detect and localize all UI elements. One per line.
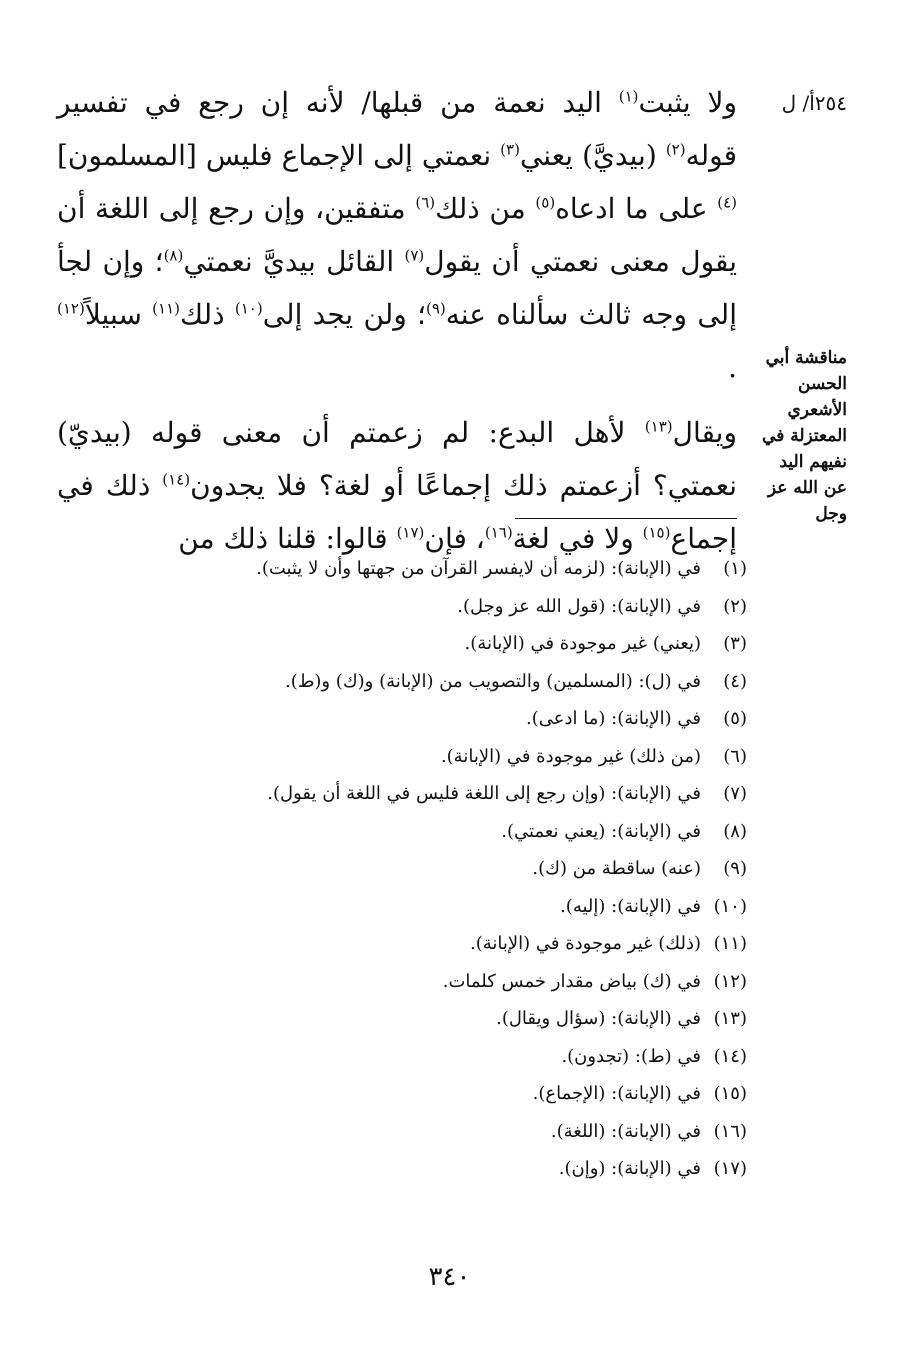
main-text-segment: سبيلاً [84,298,153,331]
footnote-number: (١٤) [713,1045,747,1067]
main-paragraph-1 [57,76,737,394]
footnote-number: (١١) [713,933,747,954]
footnote-marker: (٤) [717,193,738,212]
footnote-item [107,1150,747,1188]
footnote-text: في (الإبانة): (اللغة). [550,1120,701,1142]
main-text-body [57,76,737,577]
footnote-item [107,850,747,888]
footnote-text: في (الإبانة): (يعني نعمتي). [501,820,701,842]
footnote-item [107,775,747,813]
footnote-number: (١٦) [713,1120,747,1142]
footnote-number: (١٢) [713,970,747,992]
main-text-segment: على ما ادعاه [555,192,718,225]
footnote-text: في (الإبانة): (لزمه أن لايفسر القرآن من جهتها وأن لا يثبت). [256,558,701,579]
footnote-number: (١) [723,558,747,579]
footnote-marker: (٩) [425,299,446,318]
margin-topic-note: مناقشة أبي الحسن الأشعري المعتزلة في نفيهم اليد عن الله عز وجل [762,348,847,524]
footnote-divider [515,518,737,519]
footnote-text: في (الإبانة): (إليه). [560,895,701,917]
main-paragraph-2 [57,406,737,565]
main-text-segment: ، فإن [424,522,485,555]
main-text-segment: ولا في لغة [512,522,643,555]
main-text-segment: ؛ ولن يجد إلى [262,298,426,331]
footnote-number: (٥) [723,708,747,729]
footnote-marker: (١) [618,87,639,106]
footnote-text: (عنه) ساقطة من (ك). [532,858,701,879]
footnote-item [107,663,747,701]
footnote-number: (٦) [723,745,747,767]
footnote-text: (من ذلك) غير موجودة في (الإبانة). [440,745,701,767]
footnote-number: (٧) [723,783,747,804]
page-number: ٣٤٠ [428,1262,471,1292]
manuscript-folio-reference: ٢٥٤أ/ ل [781,91,847,115]
footnote-marker: (١١) [152,299,181,318]
footnote-text: في (الإبانة): (الإجماع). [532,1083,701,1104]
footnote-text: في (الإبانة): (سؤال ويقال). [496,1008,701,1029]
footnote-item [107,700,747,738]
footnote-item [107,1075,747,1113]
footnote-marker: (٦) [415,193,436,212]
footnote-number: (١٣) [713,1008,747,1029]
footnote-text: في (الإبانة): (قول الله عز وجل). [457,595,701,617]
footnote-number: (٣) [723,633,747,654]
footnote-item [107,588,747,626]
main-text-segment: متفقين، وإن رجع إلى اللغة أن يقول معنى نعمتي أن يقول [57,192,738,278]
footnotes-list [107,550,747,1188]
footnote-item [107,1038,747,1076]
footnote-number: (١٠) [713,895,747,917]
footnote-item [107,1113,747,1151]
main-text-segment: اليد نعمة من قبلها/ لأنه إن رجع في تفسير قوله [57,86,737,172]
main-text-segment: ويقال [672,416,737,449]
main-text-segment: ولا يثبت [638,86,737,119]
main-text-segment: القائل بيديَّ نعمتي [183,245,405,278]
main-text-segment: ذلك [180,298,235,331]
main-text-segment: نعمتي إلى الإجماع فليس [المسلمون] [57,139,501,172]
footnote-marker: (٢) [665,140,686,159]
footnote-text: في (ط): (تجدون). [561,1045,701,1067]
main-text-segment: . [728,351,737,384]
main-text-segment: (بيديَّ) يعني [519,139,666,172]
footnote-marker: (١٤) [162,470,191,489]
footnote-item [107,625,747,663]
footnote-text: في (ك) بياض مقدار خمس كلمات. [442,970,701,992]
footnote-marker: (١٢) [57,299,85,318]
footnote-text: في (الإبانة): (وإن). [558,1158,701,1179]
main-text-segment: ؛ وإن لجأ إلى وجه ثالث سألناه عنه [57,245,737,331]
main-text-segment: قالوا: قلنا ذلك من [178,522,397,555]
footnote-marker: (١٣) [644,417,673,436]
footnote-item [107,738,747,776]
footnote-marker: (١٦) [484,523,513,542]
footnote-item [107,1000,747,1038]
footnote-text: في (ل): (المسلمين) والتصويب من (الإبانة) و(ك) و(ط). [284,670,701,692]
footnote-text: في (الإبانة): (ما ادعى). [526,708,701,729]
footnote-number: (٢) [723,595,747,617]
main-text-segment: لأهل البدع: لم زعمتم أن معنى قوله (بيديّ) نعمتي؟ أزعمتم ذلك إجماعًا أو لغة؟ فلا يجدون [57,416,737,502]
main-text-segment: ذلك في إجماع [57,469,737,555]
footnote-text: (يعني) غير موجودة في (الإبانة). [464,633,701,654]
footnote-number: (٨) [723,820,747,842]
footnote-number: (١٧) [713,1158,747,1179]
footnote-marker: (٣) [500,140,520,159]
footnote-text: في (الإبانة): (وإن رجع إلى اللغة فليس في اللغة أن يقول). [267,783,701,804]
footnote-marker: (٥) [535,193,556,212]
footnote-item [107,813,747,851]
footnote-marker: (١٧) [396,523,425,542]
footnote-marker: (١٥) [642,523,671,542]
footnote-marker: (٧) [404,246,425,265]
footnote-item [107,925,747,963]
footnote-item [107,963,747,1001]
footnote-marker: (١٠) [234,299,263,318]
footnote-item [107,888,747,926]
footnote-number: (١٥) [713,1083,747,1104]
footnote-number: (٤) [723,670,747,692]
footnote-marker: (٨) [163,246,184,265]
footnote-text: (ذلك) غير موجودة في (الإبانة). [470,933,701,954]
main-text-segment: من ذلك [435,192,536,225]
footnote-number: (٩) [723,858,747,879]
footnote-item [107,550,747,588]
